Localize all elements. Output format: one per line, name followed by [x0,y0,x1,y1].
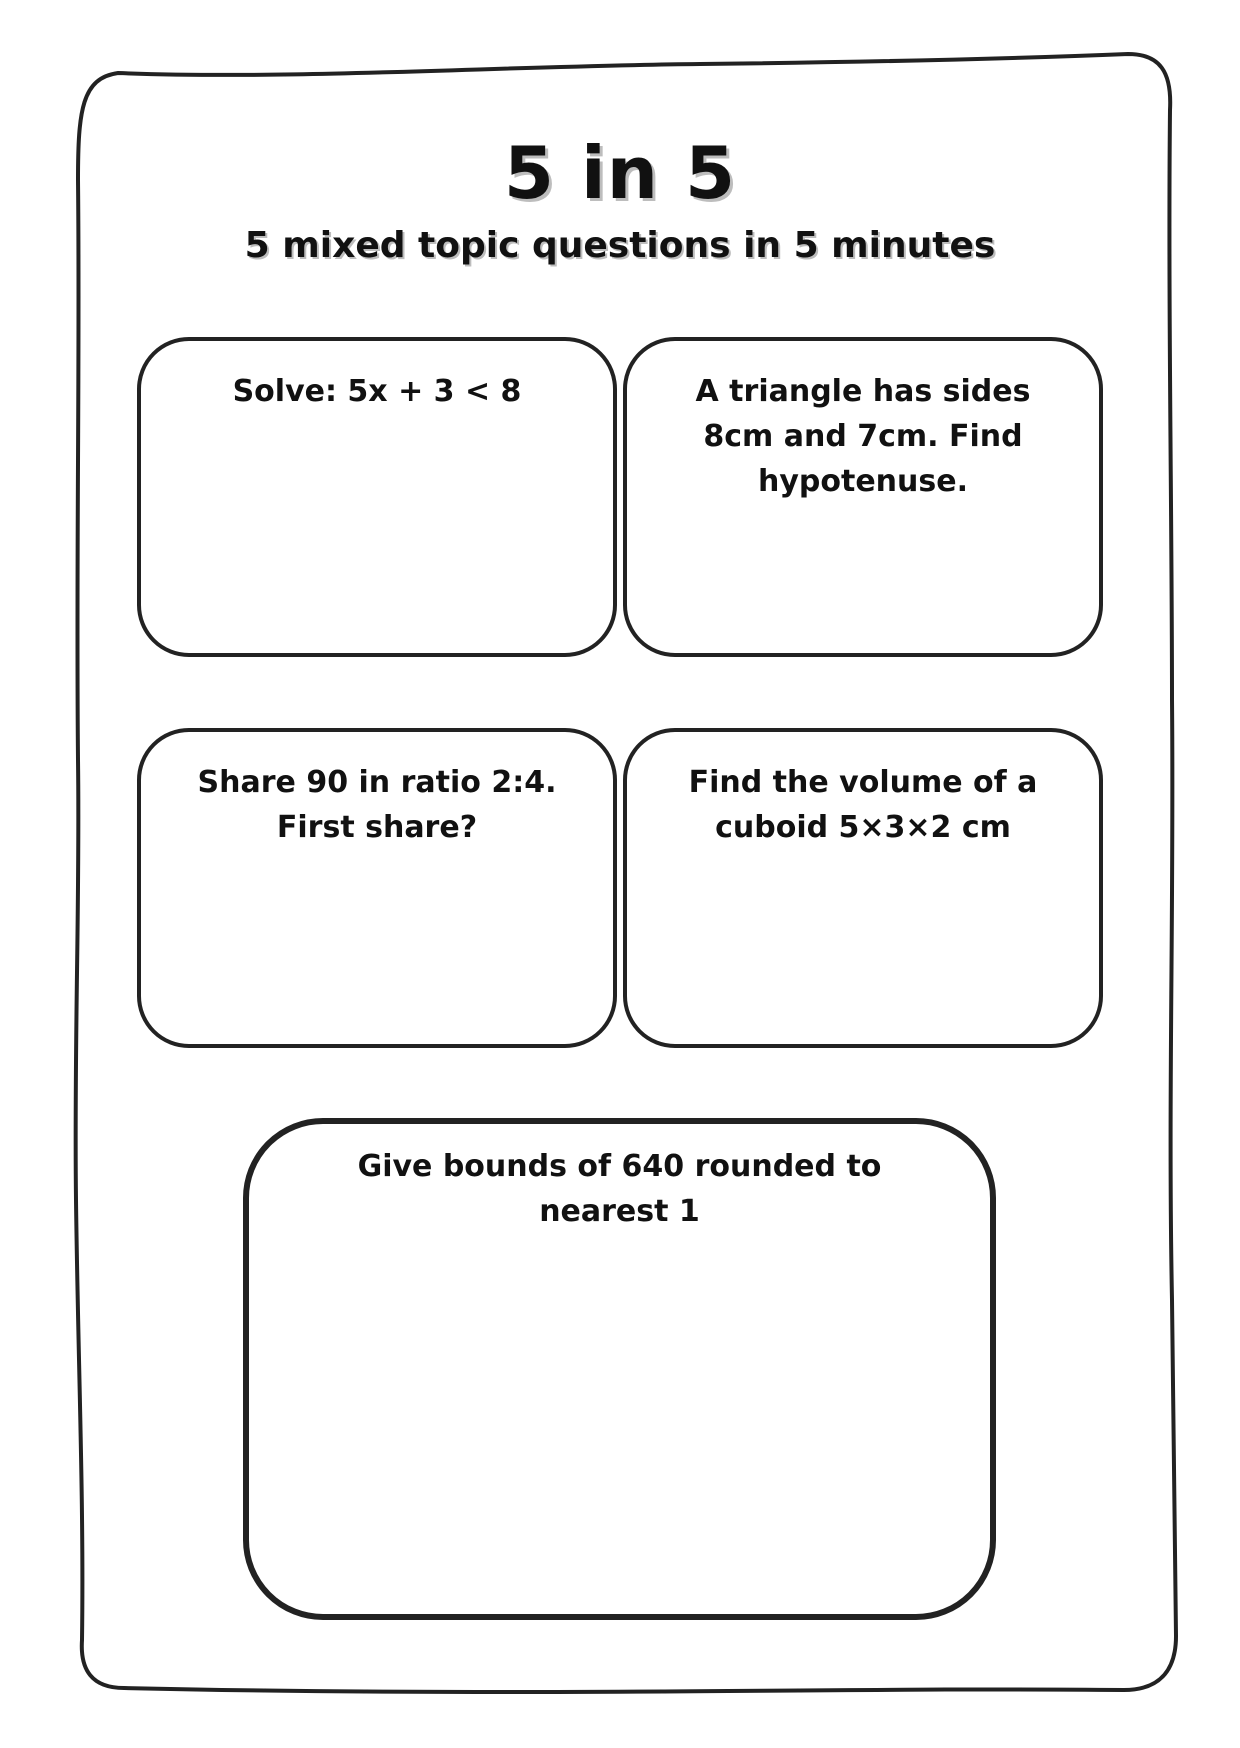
question-box-2[interactable] [623,337,1103,657]
question-box-5[interactable] [243,1118,996,1620]
question-text-3: Share 90 in ratio 2:4. First share? [197,765,557,845]
question-text-2: A triangle has sides 8cm and 7cm. Find hypotenuse. [695,374,1031,499]
question-text-5: Give bounds of 640 rounded to nearest 1 [357,1149,882,1229]
question-box-1[interactable] [137,337,617,657]
question-box-3[interactable] [137,728,617,1048]
question-text-4: Find the volume of a cuboid 5×3×2 cm [688,765,1038,845]
question-box-4[interactable] [623,728,1103,1048]
page-title: 5 in 5 [503,131,737,215]
page-subtitle: 5 mixed topic questions in 5 minutes [244,225,996,266]
question-text-1: Solve: 5x + 3 < 8 [232,374,522,409]
